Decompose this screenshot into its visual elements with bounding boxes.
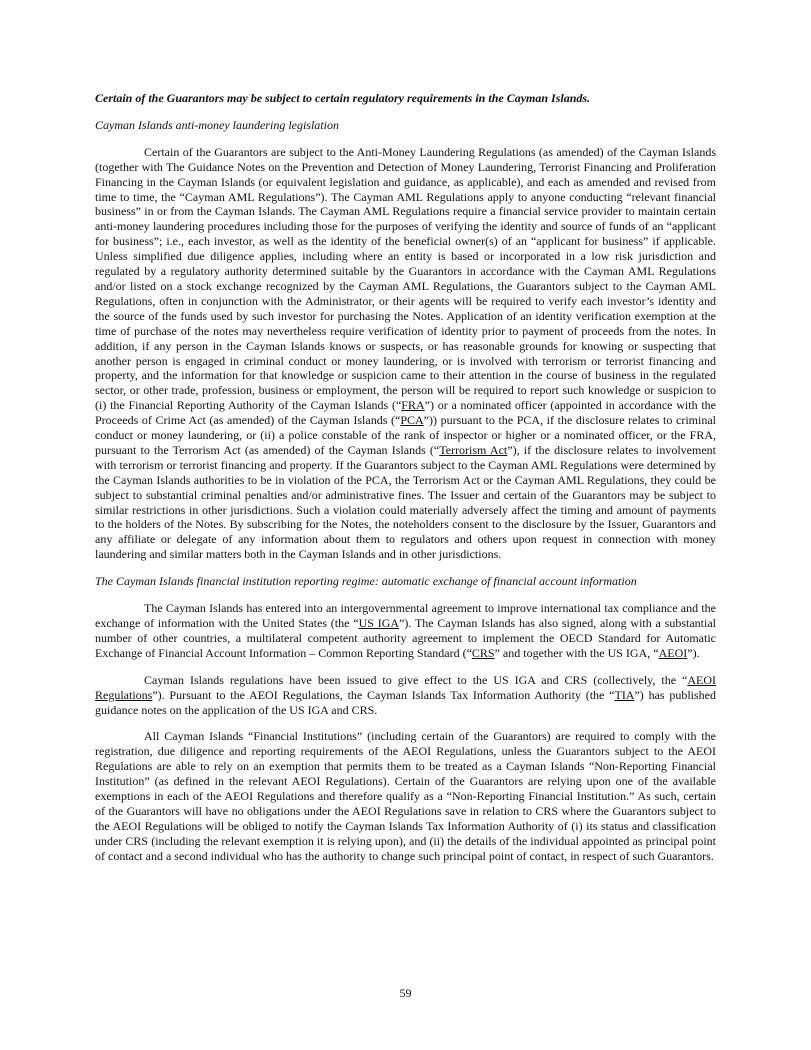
paragraph-us-iga [95,601,716,661]
paragraph-financial-institutions: All Cayman Islands “Financial Institutions” (including certain of the Guarantors) are required to comply with the registration, due diligence and reporting requirements of the AEOI Regulations, unless the Guarantors subject to the AEOI Regulations are able to rely on an exemption that permits them to be treated as a Cayman Islands “Non-Reporting Financial Institution” (as defined in the relevant AEOI Regulations). Certain of the Guarantors are relying upon one of the available exemptions in each of the AEOI Regulations and therefore qualify as a “Non-Reporting Financial Institution.” As such, certain of the Guarantors will have no obligations under the AEOI Regulations save in relation to CRS where the Guarantors subject to the AEOI Regulations will be obliged to notify the Cayman Islands Tax Information Authority of (i) its status and classification under CRS (including the relevant exemption it is relying upon), and (ii) the details of the individual appointed as principal point of contact and a second individual who has the authority to change such principal point of contact, in respect of such Guarantors. [95,729,716,863]
defined-term-aeoi-regulations: AEOI Regulations [95,672,716,702]
text-run: ”). The Cayman Islands has also signed, along with a substantial number of other countries, a multilateral competent authority agreement to implement the OECD Standard for Automatic Exchange of Financial Account Information – Common Reporting Standard (“ [95,616,716,660]
defined-term-us-iga: US IGA [358,616,400,630]
paragraph-aml [95,145,716,562]
text-run: ”)) pursuant to the PCA, if the disclosure relates to criminal conduct or money laundering, or (ii) a police constable of the rank of inspector or higher or a nominated officer, or the FRA, pursuant to the Terrorism Act (as amended) of the Cayman Islands (“ [95,413,716,457]
text-run: Cayman Islands regulations have been issued to give effect to the US IGA and CRS (collectively, the “ [144,672,688,687]
defined-term-tia: TIA [614,687,635,702]
defined-term-fra: FRA [401,398,425,413]
document-page [95,91,716,876]
text-run: ”) has published guidance notes on the application of the US IGA and CRS. [95,687,716,717]
defined-term-crs: CRS [471,645,495,660]
defined-term-aeoi: AEOI [658,645,688,660]
text-run: The Cayman Islands has entered into an intergovernmental agreement to improve international tax compliance and the exchange of information with the United States (the “ [95,601,716,630]
subheading-aeoi: The Cayman Islands financial institution reporting regime: automatic exchange of financial account information [95,574,637,589]
section-heading: Certain of the Guarantors may be subject to certain regulatory requirements in the Cayman Islands. [95,91,591,105]
text-run: ”). [687,645,700,660]
text-run: ”). Pursuant to the AEOI Regulations, the Cayman Islands Tax Information Authority (the “ [152,687,615,702]
text-run: ”) or a nominated officer (appointed in accordance with the Proceeds of Crime Act (as amended) of the Cayman Islands (“ [95,398,716,428]
text-run: ” and together with the US IGA, “ [494,645,659,660]
subheading-aml: Cayman Islands anti-money laundering legislation [95,117,339,132]
text-run: ”), if the disclosure relates to involvement with terrorism or terrorist financing and property. If the Guarantors subject to the Cayman AML Regulations were determined by the Cayman Islands authorities to be in violation of the PCA, the Terrorism Act or the Cayman AML Regulations, they could be subject to substantial criminal penalties and/or administrative fines. The Issuer and certain of the Guarantors may be subject to similar restrictions in other jurisdictions. Such a violation could materially adversely affect the timing and amount of payments to the holders of the Notes. By subscribing for the Notes, the noteholders consent to the disclosure by the Issuer, Guarantors and any affiliate or delegate of any information about them to regulators and others upon request in connection with money laundering and similar matters both in the Cayman Islands and in other jurisdictions. [95,442,716,562]
defined-term-terrorism-act: Terrorism Act [439,442,508,457]
page-number: 59 [399,986,412,1000]
defined-term-pca: PCA [400,413,424,428]
text-run: Certain of the Guarantors are subject to the Anti-Money Laundering Regulations (as amended) of the Cayman Islands (together with The Guidance Notes on the Prevention and Detection of Money Laundering, Terrorist Financing and Proliferation Financing in the Cayman Islands (or equivalent legislation and guidance, as applicable), and each as amended and revised from time to time, the “Cayman AML Regulations”). The Cayman AML Regulations apply to anyone conducting “relevant financial business” in or from the Cayman Islands. The Cayman AML Regulations require a financial service provider to maintain certain anti-money laundering procedures including those for the purposes of verifying the identity and source of funds of an “applicant for business”; i.e., each investor, as well as the identity of the beneficial owner(s) of an “applicant for business” if applicable. Unless simplified due diligence applies, including where an entity is based or incorporated in a low risk jurisdiction and regulated by a regulatory authority determined suitable by the Guarantors in accordance with the Cayman AML Regulations and/or listed on a stock exchange recognized by the Cayman AML Regulations, the Guarantors subject to the Cayman AML Regulations, often in conjunction with the Administrator, or their agents will be required to verify each investor’s identity and the source of the funds used by such investor for purchasing the Notes. Application of an identity verification exemption at the time of purchase of the notes may nevertheless require verification of identity prior to payment of proceeds from the notes. In addition, if any person in the Cayman Islands knows or suspects, or has reasonable grounds for knowing or suspecting that another person is engaged in criminal conduct or money laundering, or is involved with terrorism or terrorist financing and property, and the information for that knowledge or suspicion came to their attention in the course of business in the regulated sector, or other trade, profession, business or employment, the person will be required to report such knowledge or suspicion to (i) the Financial Reporting Authority of the Cayman Islands (“ [95,144,716,413]
paragraph-aeoi-regulations [95,673,716,718]
